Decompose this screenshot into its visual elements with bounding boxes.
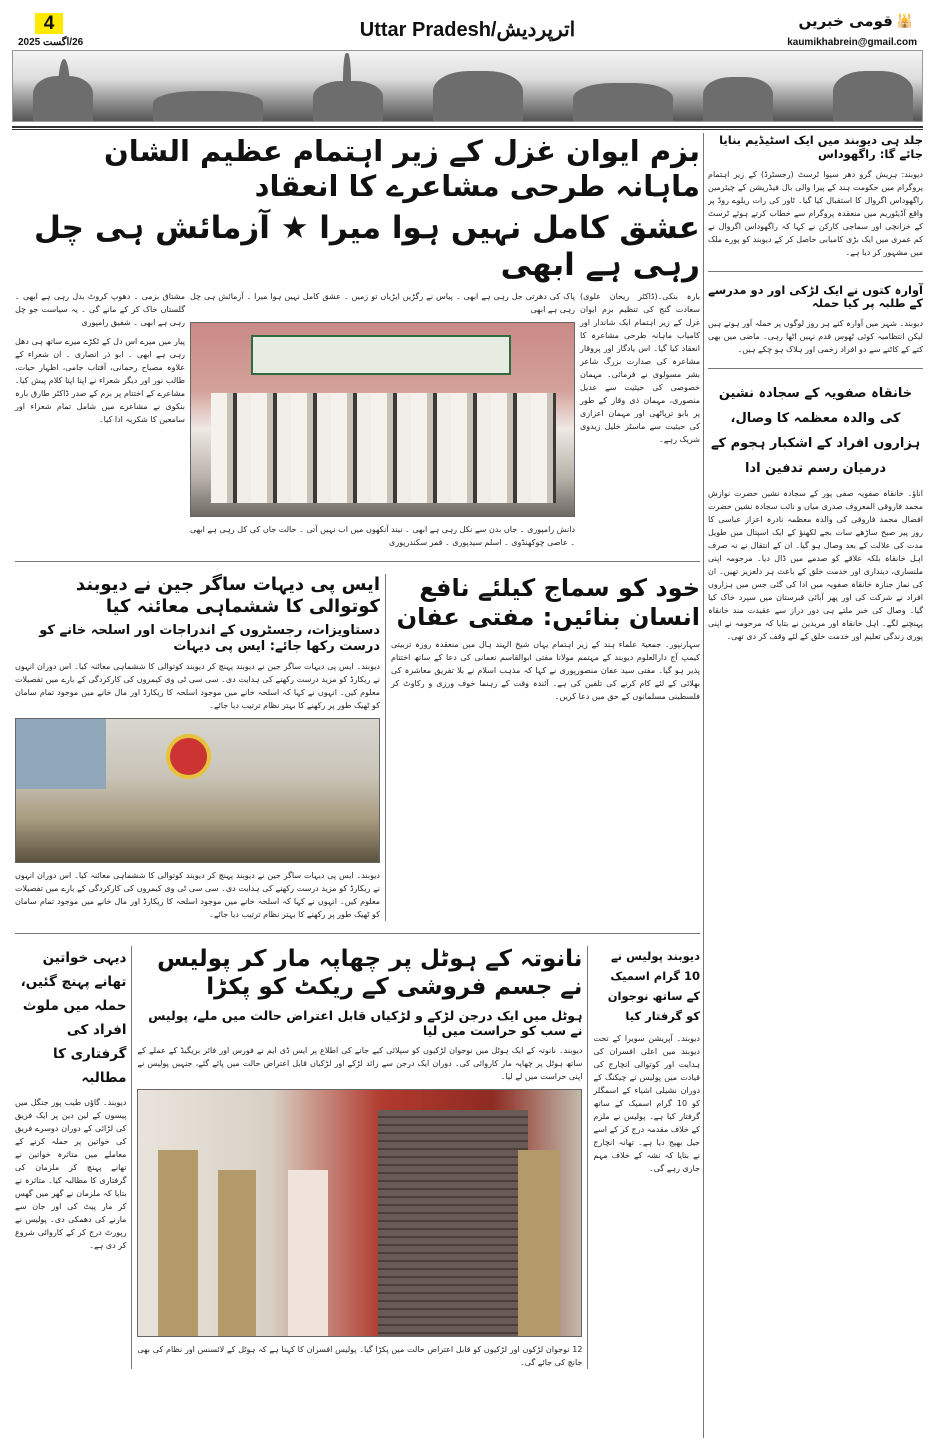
main-poetry-top: پاک کی دھرتی جل رہی ہے ابھی ۔ پیاس نے رگڑیں ایڑیاں تو زمیں ۔ عشق کامل نہیں ہوا میرا ۔ آزمائش ہی چل رہی ہے ابھی xyxy=(190,291,575,314)
smack-arrest-body: دیوبند۔ آپریشن سویرا کے تحت دیوبند میں اعلی افسران کی ہدایت اور کوتوالی انچارج کی قیادت میں پولیس نے چیکنگ کے دوران نشیلی اشیاء کے اسمگلر کو 10 گرام اسمیک کے ساتھ گرفتار کیا ہے۔ پولیس نے ملزم کے خلاف مقدمہ درج کر کے اسے جیل بھیج دیا ہے۔ تھانہ انچارج نے بتایا کہ نشہ کے خلاف مہم جاری رہے گی۔ xyxy=(593,1034,700,1174)
sp-inspection-story xyxy=(15,574,380,921)
main-right-column xyxy=(580,290,700,446)
stadium-headline: جلد ہی دیوبند میں ایک اسٹیڈیم بنایا جائے گا: راگھوداس xyxy=(719,133,923,161)
mufti-affan-body: سہارنپور۔ جمعیۃ علماء ہند کے زیر اہتمام یہاں شیخ الہند ہال میں منعقدہ روزہ تربیتی کیمپ آج دارالعلوم دیوبند کے مہتمم مولانا مفتی ابوالقاسم نعمانی کی دعا کے ساتھ اختتام پذیر ہو گیا۔ مفتی سید عفان منصورپوری نے کہا کہ مذہب اسلام نے بلا تفریق معاشرہ کی بھلائی کے لئے کام کرنے کی تلقین کی ہے۔ آئندہ وقت کے رہنما خوف ورزی و رکاوٹ کر فلسطینی مسلمانوں کے حق میں دعا کریں۔ xyxy=(390,639,700,701)
women-protest-headline: دیہی خواتین تھانے پہنچ گئیں، حملہ میں ملوث افراد کی گرفتاری کا مطالبہ xyxy=(20,950,127,1087)
main-headline: بزم ایوان غزل کے زیر اہتمام عظیم الشان ماہانہ طرحی مشاعرے کا انعقاد xyxy=(103,134,700,203)
people-group xyxy=(211,393,556,503)
page-title: Uttar Pradesh/اترپردیش xyxy=(359,19,576,41)
hotel-raid-headline: نانوتہ کے ہوٹل پر چھاپہ مار کر پولیس نے جسم فروشی کے ریکٹ کو پکڑا xyxy=(157,946,583,1000)
woman-figure xyxy=(288,1170,328,1337)
section-divider xyxy=(15,933,700,934)
mushaira-group-photo xyxy=(190,322,575,517)
main-poetry-left: مشتاق بزمی ۔ دھوپ کروٹ بدل رہی ہے ابھی ۔ گلستاں خاک کر کے مانے گی ۔ یہ سیاست جو چل رہی ہے ابھی ۔ شفیق رامپوری xyxy=(15,291,185,327)
stadium-body: دیوبند: ہریش گرو دھر سیوا ٹرسٹ (رجسٹرڈ) کے زیر اہتمام پروگرام میں حکومت ہند کے پیرا والی بال فیڈریشن کے چیئرمین راگھوداس اگروال کا استقبال کیا گیا۔ ٹاور کی رات ریلوے روڈ پر واقع آڈیٹوریم میں منعقدہ پروگرام سے خطاب کرتے ہوئے ٹرسٹ کے خزانچی اور سماجی کارکن نے کہا کہ راگھوداس اگروال نے کم عمری میں ایک بڑی کامیابی حاصل کر کے دیوبند کو پورے ملک میں مشہور کر دیا ہے۔ xyxy=(708,169,923,257)
hotel-raid-photo xyxy=(137,1089,582,1337)
section-divider xyxy=(15,561,700,562)
women-protest-story xyxy=(15,946,126,1252)
smack-arrest-story xyxy=(593,946,700,1175)
sp-inspection-body-more: دیوبند۔ ایس پی دیہات ساگر جین نے دیوبند پہنچ کر دیوبند کوتوالی کا ششماہی معائنہ کیا۔ اس دوران انہوں نے ریکارڈ کو مزید درست رکھنے کی ہدایت دی۔ سی سی ٹی وی کیمروں کی کارکردگی کے بارے میں تفصیلات معلوم کیں۔ انہوں نے کہا کہ اسلحہ خانے میں موجود اسلحہ کا ریکارڈ اور مال خانے میں موجود تمام سامان کو ٹھیک طور پر رکھنے کا بہتر نظام ترتیب دیا جائے۔ xyxy=(15,871,380,920)
main-body-left: پیار میں میرے اس دل کے ٹکڑے میرے ساتھ ہی دھل رہی ہے ابھی ۔ ابو ذر انصاری ۔ ان شعراء کے علاوہ مصباح رحمانی، آفتاب جامی، اظہار حیات، طالب نور اور دیگر شعراء نے اپنا اپنا کلام پیش کیا۔ مشاعرے کے اختتام پر بزم کے صدر ڈاکٹر طارق بارہ بنکوی نے مشاعرے میں شامل تمام شعراء اور سامعین کا شکریہ ادا کیا۔ xyxy=(15,336,185,424)
dogs-body: دیوبند۔ شہر میں آوارہ کتے ہر روز لوگوں پر حملہ آور ہوتے ہیں لیکن انتظامیہ کوئی ٹھوس قدم نہیں اٹھا رہی۔ ماضی میں بھی کتے کے کاٹنے سے دو افراد زخمی اور ہلاک ہو چکے ہیں۔ xyxy=(708,319,923,355)
second-row xyxy=(15,574,700,921)
police-officer xyxy=(218,1170,256,1337)
police-officer xyxy=(518,1150,560,1337)
column-divider xyxy=(587,946,588,1368)
hotel-raid-footer: 12 نوجوان لڑکوں اور لڑکیوں کو قابل اعتراض حالت میں پکڑا گیا۔ پولیس افسران کا کہنا ہے کہ ہوٹل کے لائسنس اور نظام کی بھی جانچ کی جائے گی۔ xyxy=(137,1344,583,1367)
sp-inspection-subhead: دستاویزات، رجسٹروں کے اندراجات اور اسلحہ خانے کو درست رکھا جائے: ایس پی دیہات xyxy=(39,623,380,654)
hotel-raid-body: دیوبند۔ نانوتہ کے ایک ہوٹل میں نوجوان لڑکیوں کو سپلائی کیے جانے کی اطلاع پر ایس ڈی ایم نے فورس اور فائر بریگیڈ کے عملے کے ساتھ ہوٹل پر چھاپہ مار کاروائی کی۔ دوران ایک درجن سے زائد لڑکے اور لڑکیاں قابل اعتراض حالت میں پائے گئے، جنہیں پولیس نے اپنی حراست میں لے لیا۔ xyxy=(137,1045,583,1081)
logo-text: قومی خبریں xyxy=(798,12,893,30)
column-divider xyxy=(131,946,132,1368)
hotel-raid-subhead: ہوٹل میں ایک درجن لڑکے و لڑکیاں قابل اعتراض حالت میں ملے، پولیس نے سب کو حراست میں لیا xyxy=(148,1007,583,1038)
dogs-headline: آوارہ کتوں نے ایک لڑکی اور دو مدرسے کے طلبہ پر کیا حملہ xyxy=(708,282,923,311)
mufti-affan-story xyxy=(391,574,700,703)
main-center-column xyxy=(190,290,575,549)
sp-inspection-headline: ایس پی دیہات ساگر جین نے دیوبند کوتوالی کا ششماہی معائنہ کیا xyxy=(75,573,380,617)
left-area xyxy=(15,134,700,1369)
right-column xyxy=(708,134,923,643)
women-protest-body: دیوبند۔ گاؤں طیب پور جنگل میں پیسوں کے لین دین پر ایک فریق کی لڑائی کے دوران دوسرے فریق کی خواتین پر حملہ کرنے کے معاملے میں متاثرہ خواتین نے تھانے پہنچ کر ملزمان کی گرفتاری کا مطالبہ کیا۔ متاثرہ نے بتایا کہ ملزمان نے گھر میں گھس کر مار پیٹ کی اور جان سے مارنے کی دھمکی دی۔ پولیس نے رپورٹ درج کر کے کاروائی شروع کر دی ہے۔ xyxy=(15,1098,127,1251)
main-body-intro: بارہ بنکی۔(ڈاکٹر ریحان علوی) سعادت گنج کی تنظیم بزم ایوان غزل کے زیر اہتمام ایک شاندار اور کامیاب ماہانہ طرحی مشاعرہ کا انعقاد کیا گیا۔ اس یادگار اور پروقار مشاعرہ کی صدارت بزرگ شاعر بشر مسولوی نے فرمائی۔ مہمان خصوصی کی حیثیت سے عدیل منصوری، مہمان ذی وقار کے طور پر بابو ترپاٹھی اور مہمان اعزازی کی حیثیت سے ماسٹر خلیل زیدوی شریک رہے۔ xyxy=(580,291,700,444)
main-poetry-bottom: دانش رامپوری ۔ جاں بدن سے نکل رہی ہے ابھی ۔ نیند آنکھوں میں اب نہیں آتی ۔ حالت جاں کی کل رہی ہے ابھی ۔ عاصی چوکھنڈوی ۔ اسلم سیدپوری ۔ قمر سکندرپوری xyxy=(190,524,575,547)
header-rule xyxy=(12,126,923,130)
mufti-affan-headline: خود کو سماج کیلئے نافع انسان بنائیں: مفتی عفان xyxy=(396,573,700,631)
monuments-banner-image xyxy=(12,50,923,122)
khanqah-body: اناؤ۔ خانقاہ صفویہ صفی پور کے سجادہ نشین حضرت نوازش محمد فاروقی المعروف صدری میاں و نائب سجادہ نشین حضرت افضال محمد فاروقی کی والدہ معظمہ نادرہ اعزاز عباسی کا روز پیر صبح ساڑھے سات بجے لکھنؤ کے ایک اسپتال میں طویل مدت کی علالت کے بعد وصال ہو گیا۔ ان کے انتقال نے نہ صرف اہل خانقاہ بلکہ علاقے کو صدمے میں ڈال دیا۔ مرحومہ اپنی ملنساری، دینداری اور خدمت خلق کے باعث ہر دلعزیز تھیں۔ ان کی نماز جنازہ خانقاہ صفویہ میں ادا کی گئی جس میں ہزاروں افراد نے شرکت کی اور پھر آبائی قبرستان میں سپرد خاک کیا گیا۔ وصال کی خبر ملتے ہی دور دراز سے عقیدت مند خانقاہ پہنچنے لگے۔ اہل خانقاہ اور مریدین نے بتایا کہ مرحومہ نے اپنی پوری زندگی تعلیم اور خدمت خلق کے لئے وقف کر دی تھی۔ xyxy=(708,489,923,642)
story-divider xyxy=(708,368,923,369)
khanqah-headline: خانقاہ صفویہ کے سجادہ نشین کی والدہ معظمہ کا وصال، ہزاروں افراد کے اشکبار ہجوم کے درمیان رسم تدفین ادا xyxy=(710,386,921,477)
column-divider xyxy=(385,574,386,921)
hotel-raid-story xyxy=(137,946,582,1368)
main-subheadline: عشق کامل نہیں ہوا میرا ★ آزمائش ہی چل رہی ہے ابھی xyxy=(34,209,700,283)
mosque-logo-icon: 🕌 xyxy=(896,13,913,29)
contact-email: kaumikhabrein@gmail.com xyxy=(787,37,917,48)
smack-arrest-headline: دیوبند پولیس نے 10 گرام اسمیک کے ساتھ نوجوان کو گرفتار کیا xyxy=(607,949,700,1024)
story-divider xyxy=(708,271,923,272)
masthead-logo xyxy=(799,12,914,30)
column-divider xyxy=(703,133,704,1438)
third-row xyxy=(15,946,700,1368)
police-emblem xyxy=(166,734,211,779)
sp-inspection-body: دیوبند۔ ایس پی دیہات ساگر جین نے دیوبند پہنچ کر دیوبند کوتوالی کا ششماہی معائنہ کیا۔ اس دوران انہوں نے ریکارڈ کو مزید درست رکھنے کی ہدایت دی۔ سی سی ٹی وی کیمروں کی کارکردگی کے بارے میں تفصیلات معلوم کیں۔ انہوں نے کہا کہ اسلحہ خانے میں موجود اسلحہ کا ریکارڈ اور مال خانے میں موجود تمام سامان کو ٹھیک طور پر رکھنے کا بہتر نظام ترتیب دیا جائے۔ xyxy=(15,662,380,711)
main-left-column xyxy=(15,290,185,426)
shutter xyxy=(378,1110,528,1337)
wall-map xyxy=(16,719,106,789)
police-inspection-photo xyxy=(15,718,380,863)
main-story-columns xyxy=(15,290,700,549)
page-number: 4 xyxy=(35,13,63,34)
police-officer xyxy=(158,1150,198,1337)
event-banner xyxy=(251,335,511,375)
issue-date: 26/اگست 2025 xyxy=(18,37,84,48)
